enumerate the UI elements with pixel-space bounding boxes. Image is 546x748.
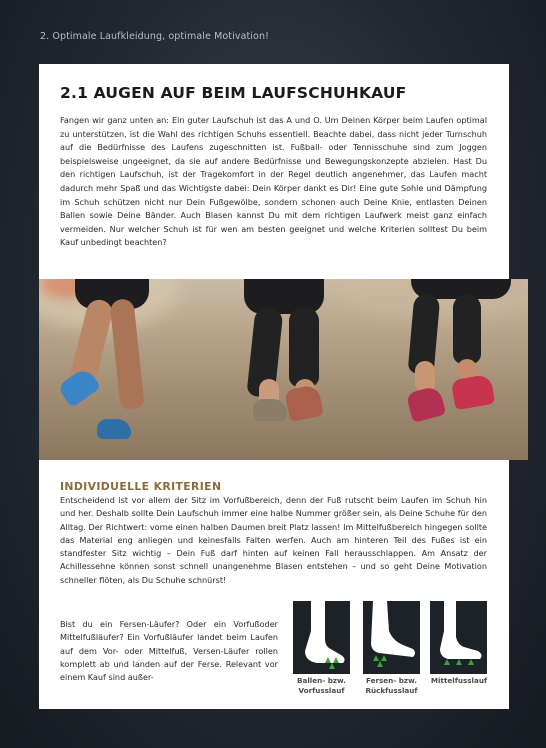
- criteria-heading: INDIVIDUELLE KRITERIEN: [60, 480, 222, 493]
- heel-strike-icon: [363, 601, 420, 674]
- runners-feet-photo: [39, 279, 528, 460]
- section-title: 2.1 AUGEN AUF BEIM LAUFSCHUHKAUF: [60, 84, 407, 102]
- forefoot-strike-icon: [293, 601, 350, 674]
- runner-type-paragraph: Bist du ein Fersen-Läufer? Oder ein Vorfußoder Mittelfußläufer? Ein Vorfußläufer landet beim Laufen auf dem Vor- oder Mittelfuß, Versen-Läufer rollen komplett ab und landen auf der Ferse. Relevant vor einem Kauf sind außer-: [60, 619, 278, 683]
- criteria-paragraph: Entscheidend ist vor allem der Sitz im Vorfußbereich, denn der Fuß rutscht beim Laufen im Schuh hin und her. Deshalb sollte Dein Laufschuh immer eine halbe Nummer größer sein, als Deine Schuhe für den Alltag. Der Richtwert: vorne einen halben Daumen breit Platz lassen! Im Mittelfußbereich hingegen sollte das Material eng anliegen und keinesfalls Falten werfen. Auch am hinteren Teil des Fußes ist ein standfester Sitz wichtig – Dein Fuß darf hinten auf keinen Fall herausschlappen. Am Ansatz der Achillessehne können sonst schnell unangenehme Blasen entstehen – und so geht Deine Motivation schneller flöten, als Du Schuhe schnürst!: [60, 495, 487, 585]
- midfoot-strike-icon: [430, 601, 487, 674]
- forefoot-caption: Ballen- bzw. Vorfusslauf: [297, 676, 346, 695]
- heel-caption: Fersen- bzw. Rückfusslauf: [365, 676, 418, 695]
- intro-paragraph: Fangen wir ganz unten an: Ein guter Laufschuh ist das A und O. Um Deinen Körper beim Laufen optimal zu unterstützen, ist die Wahl des richtigen Schuhs essentiell. Beachte dabei, dass nicht jeder Turnschuh auf die Bedürfnisse des Laufens zugeschnitten ist. Fußball- oder Tennisschuhe sind zum Joggen beispielsweise ungeeignet, da sie auf andere Bedürfnisse und Bewegungskonzepte abzielen. Hast Du den richtigen Laufschuh, ist der Tragekomfort in der Regel deutlich angenehmer, das Laufen macht dadurch mehr Spaß und das Wichtigste dabei: Dein Körper dankt es Dir! Eine gute Sohle und Dämpfung im Schuh schützen nicht nur Dein Fußgewölbe, sondern schonen auch Deine Knie, entlasten Deinen Ballen sowie Deine Bänder. Auch Blasen kannst Du mit dem richtigen Laufwerk meist ganz einfach vermeiden. Nur welcher Schuh ist für wen am besten geeignet und welche Kriterien solltest Du beim Kauf unbedingt beachten?: [60, 115, 487, 248]
- midfoot-caption: Mittelfusslauf: [430, 676, 488, 685]
- chapter-header: 2. Optimale Laufkleidung, optimale Motivation!: [40, 31, 269, 42]
- document-page: [39, 64, 509, 709]
